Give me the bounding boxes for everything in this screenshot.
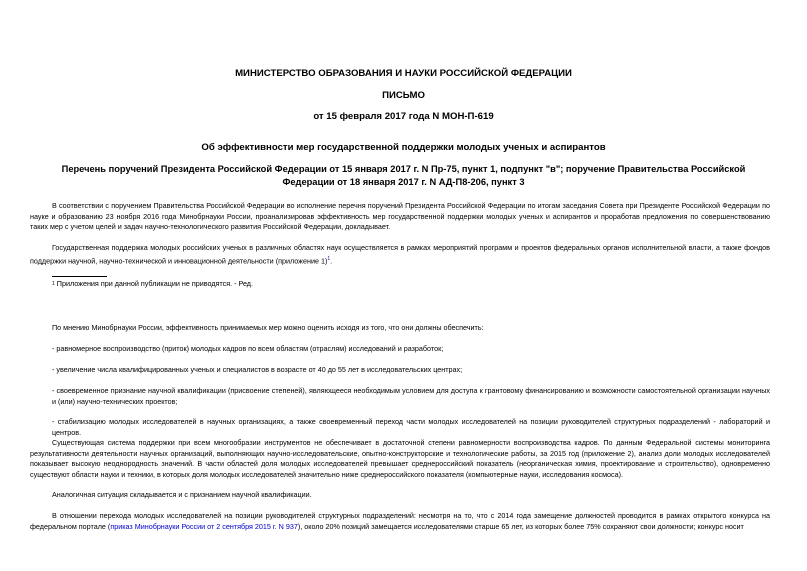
paragraph-4: Существующая система поддержки при всем многообразии инструментов не обеспечивает в достаточной степени равномерности воспроизводства кадров. По данным Федеральной системы мониторинга результативности деятельности научных организаций, выполняющих научно-исследовательские, опытно-конструкторские и технологические работы, за 2015 год (приложение 2), анализ доли молодых исследователей показывает высокую неоднородность значений. В части областей доля молодых исследователей превышает среднероссийский показатель (неорганическая химия, проектирование и строительство), одновременно существуют области науки и техники, в которых доля молодых исследователей значительно ниже среднероссийского показателя (компьютерные науки, исследования космоса). (30, 438, 770, 479)
footnote-mark: 1 (52, 281, 55, 287)
document-type: ПИСЬМО (382, 90, 425, 101)
paragraph-5: Аналогичная ситуация складывается и с признанием научной квалификации. (52, 490, 312, 499)
paragraph-1: В соответствии с поручением Правительства Российской Федерации во исполнение перечня поручений Президента Российской Федерации по итогам заседания Совета при Президенте Российской Федерации по науке и образованию 23 ноября 2016 года Минобрнауки России, проанализировав эффективность мер государственной поддержки молодых ученых и аспирантов и проработав предложения по совершенствованию таких мер с учетом целей и задач научно-технологического развития Российской Федерации, докладывает. (30, 201, 770, 232)
bullet-2: - увеличение числа квалифицированных ученых и специалистов в возрасте от 40 до 55 лет в исследовательских центрах; (52, 365, 463, 374)
paragraph-3: По мнению Минобрнауки России, эффективность принимаемых мер можно оценить исходя из того, что они должны обеспечить: (52, 323, 484, 332)
paragraph-2-text: Государственная поддержка молодых российских ученых в различных областях наук осуществляется в рамках мероприятий программ и проектов федеральных органов исполнительной власти, а также фондов поддержки научной, научно-технической и инновационной деятельности (приложение 1) (30, 243, 770, 265)
footnote-text: Приложения при данной публикации не приводятся. - Ред. (54, 279, 253, 288)
ministry-heading: МИНИСТЕРСТВО ОБРАЗОВАНИЯ И НАУКИ РОССИЙСКОЙ ФЕДЕРАЦИИ (235, 68, 572, 79)
document-subtitle: Перечень поручений Президента Российской Федерации от 15 января 2017 г. N Пр-75, пункт 1, подпункт "в"; поручение Правительства Российской Федерации от 18 января 2017 г. N АД-П8-206, пункт 3 (61, 164, 746, 187)
paragraph-2-end: . (330, 255, 333, 265)
document-date-number: от 15 февраля 2017 года N МОН-П-619 (313, 111, 494, 122)
paragraph-2 (30, 243, 770, 267)
bullet-1: - равномерное воспроизводство (приток) молодых кадров по всем областям (отраслям) исследований и разработок; (52, 344, 444, 353)
paragraph-6-text-a: В отношении перехода молодых исследователей на позиции руководителей структурных подразделений: несмотря на то, что с 2014 года замещение должностей проводится в рамках открытого конкурса на федеральном портале ( (30, 511, 770, 531)
footnote-divider (52, 276, 107, 277)
paragraph-6-text-b: ), около 20% позиций замещается исследователями старше 65 лет, из которых более 75% сохраняют свои должности; конкурс носит (297, 521, 744, 531)
bullet-4: - стабилизацию молодых исследователей в научных организациях, а также своевременный переход части молодых исследователей на позиции руководителей структурных подразделений - лабораторий и центров. (52, 417, 770, 437)
paragraph-6 (30, 511, 770, 532)
footnote-ref-link[interactable]: 1 (327, 255, 331, 262)
footnote (52, 279, 253, 289)
document-title: Об эффективности мер государственной поддержки молодых ученых и аспирантов (201, 142, 606, 153)
order-937-link[interactable]: приказ Минобрнауки России от 2 сентября 2015 г. N 937 (110, 521, 298, 531)
bullet-3: - своевременное признание научной квалификации (присвоение степеней), являющееся необходимым условием для доступа к грантовому финансированию и возможности самостоятельной организации научных и (или) научно-технических проектов; (52, 386, 770, 406)
